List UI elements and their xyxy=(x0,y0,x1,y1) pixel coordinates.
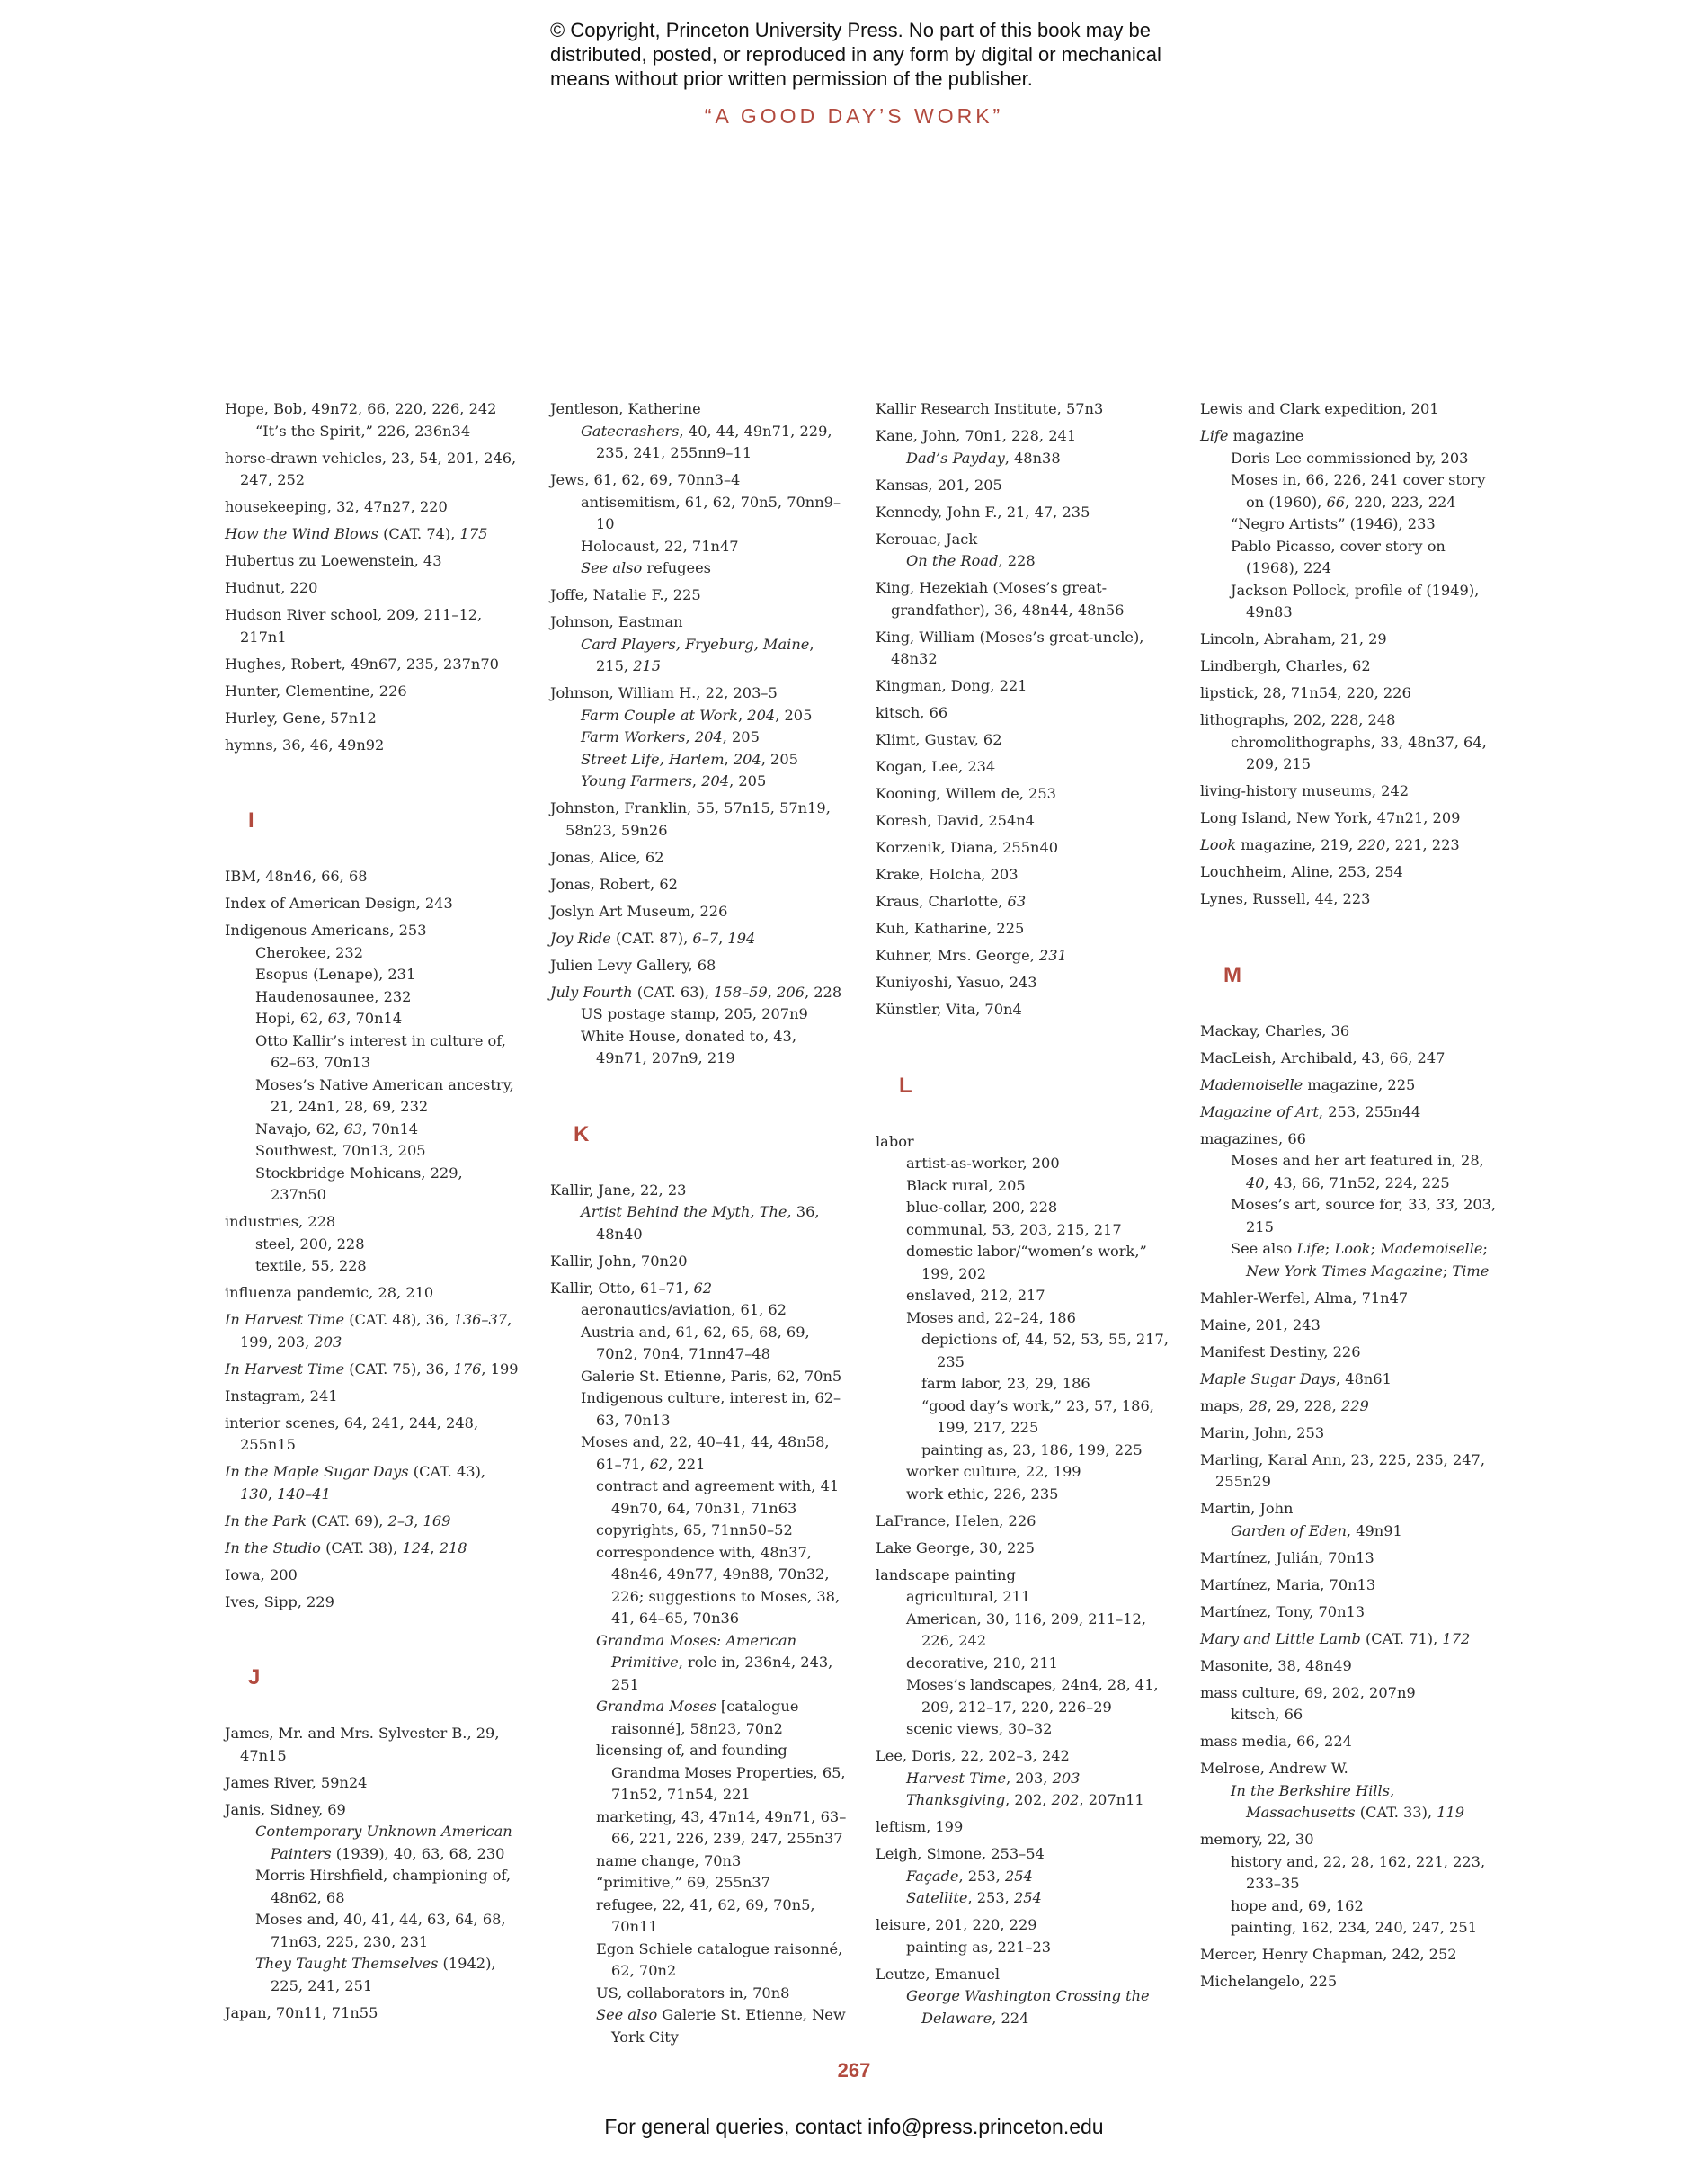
index-entry: Martínez, Maria, 70n13 xyxy=(1200,1575,1376,1593)
index-entry: labor artist-as-worker, 200 Black rural, 205 blue-collar, 200, 228 communal, 53, 203, 215, 217 domestic labor/“women’s work,” 199, 202 enslaved, 212, 217 Moses and, 22–24, 186 depictions of, 44, 52, 53, 55, 217, 235 farm labor, 23, 29, 186 “good day’s work,” 23, 57, 186, 199, 217, 225 painting as, 23, 186, 199, 225 worker culture, 22, 199 work ethic, 226, 235 xyxy=(876,1132,1169,1503)
index-entry: Kingman, Dong, 221 xyxy=(876,677,1027,694)
index-entry: influenza pandemic, 28, 210 xyxy=(225,1284,434,1301)
index-entry: Lewis and Clark expedition, 201 xyxy=(1200,400,1439,417)
index-entry: Kraus, Charlotte, 63 xyxy=(876,893,1027,910)
index-entry: Martin, John Garden of Eden, 49n91 xyxy=(1200,1500,1402,1539)
index-entry: mass media, 66, 224 xyxy=(1200,1733,1352,1750)
running-head: “A GOOD DAY’S WORK” xyxy=(704,104,1004,128)
index-entry: In the Park (CAT. 69), 2–3, 169 xyxy=(225,1511,451,1529)
index-entry: Mercer, Henry Chapman, 242, 252 xyxy=(1200,1946,1457,1963)
index-entry: Kuniyoshi, Yasuo, 243 xyxy=(876,974,1037,991)
index-entry: Index of American Design, 243 xyxy=(225,895,453,912)
index-entry: King, Hezekiah (Moses’s great-grandfather), 36, 48n44, 48n56 xyxy=(876,579,1125,619)
index-entry: Kennedy, John F., 21, 47, 235 xyxy=(876,503,1090,521)
index-entry: IBM, 48n46, 66, 68 xyxy=(225,868,368,885)
section-letter: J xyxy=(248,1665,261,1690)
index-entry: Maple Sugar Days, 48n61 xyxy=(1200,1369,1392,1387)
section-letter: M xyxy=(1223,962,1241,987)
index-entry: Joffe, Natalie F., 225 xyxy=(550,586,701,603)
index-entry: lithographs, 202, 228, 248 chromolithographs, 33, 48n37, 64, 209, 215 xyxy=(1200,711,1487,772)
index-column-4 xyxy=(1200,398,1497,1998)
index-entry: Japan, 70n11, 71n55 xyxy=(225,2003,378,2021)
index-entry: Lake George, 30, 225 xyxy=(876,1538,1035,1556)
index-entry: mass culture, 69, 202, 207n9 kitsch, 66 xyxy=(1200,1683,1416,1723)
index-entry: Hudson River school, 209, 211–12, 217n1 xyxy=(225,606,483,646)
index-entry: James River, 59n24 xyxy=(225,1773,368,1791)
index-entry: Hurley, Gene, 57n12 xyxy=(225,709,377,727)
index-entry: Johnston, Franklin, 55, 57n15, 57n19, 58n23, 59n26 xyxy=(550,799,831,839)
index-entry: horse-drawn vehicles, 23, 54, 201, 246, 247, 252 xyxy=(225,449,517,488)
index-entry: Kogan, Lee, 234 xyxy=(876,758,996,775)
section-letter: L xyxy=(899,1073,912,1098)
index-entry: James, Mr. and Mrs. Sylvester B., 29, 47n15 xyxy=(225,1725,500,1764)
index-entry: In Harvest Time (CAT. 48), 36, 136–37, 199, 203, 203 xyxy=(225,1311,512,1351)
index-entry: lipstick, 28, 71n54, 220, 226 xyxy=(1200,684,1411,701)
index-entry: Kallir, John, 70n20 xyxy=(550,1252,688,1270)
index-entry: Joslyn Art Museum, 226 xyxy=(550,902,728,920)
index-entry: Mary and Little Lamb (CAT. 71), 172 xyxy=(1200,1629,1471,1647)
index-entry: Hughes, Robert, 49n67, 235, 237n70 xyxy=(225,655,499,673)
index-entry: leisure, 201, 220, 229 painting as, 221–23 xyxy=(876,1916,1052,1956)
section-letter: I xyxy=(248,808,254,833)
index-entry: Martínez, Tony, 70n13 xyxy=(1200,1602,1366,1620)
index-entry: Marin, John, 253 xyxy=(1200,1423,1325,1441)
index-entry: Lee, Doris, 22, 202–3, 242 Harvest Time, 203, 203 Thanksgiving, 202, 202, 207n11 xyxy=(876,1747,1144,1808)
index-entry: kitsch, 66 xyxy=(876,704,948,721)
index-entry: Martínez, Julián, 70n13 xyxy=(1200,1548,1374,1566)
index-entry: Melrose, Andrew W. In the Berkshire Hills, Massachusetts (CAT. 33), 119 xyxy=(1200,1760,1465,1821)
index-entry: Joy Ride (CAT. 87), 6–7, 194 xyxy=(550,929,756,947)
index-entry: Marling, Karal Ann, 23, 225, 235, 247, 255n29 xyxy=(1200,1450,1485,1490)
index-entry: Kuh, Katharine, 225 xyxy=(876,920,1025,937)
index-entry: Hubertus zu Loewenstein, 43 xyxy=(225,552,442,569)
index-entry: Instagram, 241 xyxy=(225,1387,338,1404)
index-entry: Hudnut, 220 xyxy=(225,579,318,596)
section-letter: K xyxy=(574,1121,590,1146)
index-entry: Kansas, 201, 205 xyxy=(876,476,1002,494)
copyright-notice: © Copyright, Princeton University Press. No part of this book may be distributed, posted, or reproduced in any form by digital or mechanical means without prior written permission of the publisher. xyxy=(550,19,1161,90)
index-entry: LaFrance, Helen, 226 xyxy=(876,1511,1036,1529)
index-column-1 xyxy=(225,398,521,2029)
index-entry: Lincoln, Abraham, 21, 29 xyxy=(1200,630,1387,647)
index-entry: Leigh, Simone, 253–54 Façade, 253, 254 Satellite, 253, 254 xyxy=(876,1845,1045,1906)
index-entry: Jews, 61, 62, 69, 70nn3–4 antisemitism, 61, 62, 70n5, 70nn9–10 Holocaust, 22, 71n47 See also refugees xyxy=(550,471,841,576)
index-entry: maps, 28, 29, 228, 229 xyxy=(1200,1396,1369,1414)
index-entry: Koresh, David, 254n4 xyxy=(876,812,1035,829)
index-entry: Ives, Sipp, 229 xyxy=(225,1592,334,1610)
index-entry: Kerouac, Jack On the Road, 228 xyxy=(876,530,1036,569)
index-entry: Kallir Research Institute, 57n3 xyxy=(876,400,1104,417)
index-entry: Kuhner, Mrs. George, 231 xyxy=(876,947,1067,964)
index-entry: Jonas, Robert, 62 xyxy=(550,875,678,893)
index-entry: Louchheim, Aline, 253, 254 xyxy=(1200,863,1403,880)
index-entry: Mackay, Charles, 36 xyxy=(1200,1021,1350,1039)
index-entry: King, William (Moses’s great-uncle), 48n32 xyxy=(876,628,1144,667)
index-entry: housekeeping, 32, 47n27, 220 xyxy=(225,498,448,515)
index-entry: Kooning, Willem de, 253 xyxy=(876,785,1056,802)
index-entry: Hope, Bob, 49n72, 66, 220, 226, 242 “It’s the Spirit,” 226, 236n34 xyxy=(225,400,497,440)
index-entry: Magazine of Art, 253, 255n44 xyxy=(1200,1102,1421,1120)
index-entry: Jonas, Alice, 62 xyxy=(550,848,664,866)
page-number: 267 xyxy=(837,2059,871,2082)
index-entry: Johnson, Eastman Card Players, Fryeburg, Maine, 215, 215 xyxy=(550,613,814,674)
index-entry: memory, 22, 30 history and, 22, 28, 162, 221, 223, 233–35 hope and, 69, 162 painting, 162, 234, 240, 247, 251 xyxy=(1200,1831,1486,1936)
index-entry: interior scenes, 64, 241, 244, 248, 255n15 xyxy=(225,1413,479,1453)
index-entry: Life magazine Doris Lee commissioned by, 203 Moses in, 66, 226, 241 cover story on (1960), 66, 220, 223, 224 “Negro Artists” (1946), 233 Pablo Picasso, cover story on (1968), 224 Jackson Pollock, profile of (1949), 49n83 xyxy=(1200,427,1486,620)
index-entry: July Fourth (CAT. 63), 158–59, 206, 228 US postage stamp, 205, 207n9 White House, donated to, 43, 49n71, 207n9, 219 xyxy=(550,983,842,1066)
index-entry: leftism, 199 xyxy=(876,1818,964,1835)
footer-contact: For general queries, contact info@press.princeton.edu xyxy=(604,2115,1104,2138)
index-entry: In Harvest Time (CAT. 75), 36, 176, 199 xyxy=(225,1360,519,1378)
index-entry: Leutze, Emanuel George Washington Crossing the Delaware, 224 xyxy=(876,1965,1150,2027)
index-entry: Hunter, Clementine, 226 xyxy=(225,682,407,700)
index-entry: MacLeish, Archibald, 43, 66, 247 xyxy=(1200,1048,1446,1066)
index-entry: Look magazine, 219, 220, 221, 223 xyxy=(1200,836,1460,853)
index-column-2 xyxy=(550,398,847,2054)
index-entry: Lindbergh, Charles, 62 xyxy=(1200,657,1371,674)
index-entry: Indigenous Americans, 253 Cherokee, 232 Esopus (Lenape), 231 Haudenosaunee, 232 Hopi, 62, 63, 70n14 Otto Kallir’s interest in culture of, 62–63, 70n13 Moses’s Native American ancestry, 21, 24n1, 28, 69, 232 Navajo, 62, 63, 70n14 Southwest, 70n13, 205 Stockbridge Mohicans, 229, 237n50 xyxy=(225,922,514,1203)
index-entry: Kallir, Otto, 61–71, 62 aeronautics/aviation, 61, 62 Austria and, 61, 62, 65, 68, 69, 70n2, 70n4, 71nn47–48 Galerie St. Etienne, Paris, 62, 70n5 Indigenous culture, interest in, 62–63, 70n13 Moses and, 22, 40–41, 44, 48n58, 61–71, 62, 221 contract and agreement with, 41 49n70, 64, 70n31, 71n63 copyrights, 65, 71nn50–52 correspondence with, 48n37, 48n46, 49n77, 49n88, 70n32, 226; suggestions to Moses, 38, 41, 64–65, 70n36 Grandma Moses: American Primitive, role in, 236n4, 243, 251 Grandma Moses [catalogue raisonné], 58n23, 70n2 licensing of, and founding Grandma Moses Properties, 65, 71n52, 71n54, 221 marketing, 43, 47n14, 49n71, 63–66, 221, 226, 239, 247, 255n37 name change, 70n3 “primitive,” 69, 255n37 refugee, 22, 41, 62, 69, 70n5, 70n11 Egon Schiele catalogue raisonné, 62, 70n2 US, collaborators in, 70n8 See also Galerie St. Etienne, New York City xyxy=(550,1279,847,2046)
index-entry: Kallir, Jane, 22, 23 Artist Behind the Myth, The, 36, 48n40 xyxy=(550,1181,820,1243)
index-entry: Kane, John, 70n1, 228, 241 Dad’s Payday, 48n38 xyxy=(876,427,1077,467)
index-entry: Manifest Destiny, 226 xyxy=(1200,1342,1361,1360)
index-entry: magazines, 66 Moses and her art featured in, 28, 40, 43, 66, 71n52, 224, 225 Moses’s art, source for, 33, 33, 203, 215 See also Life; Look; Mademoiselle; New York Times Magazine; Time xyxy=(1200,1129,1497,1280)
index-entry: Klimt, Gustav, 62 xyxy=(876,731,1002,748)
index-entry: Jentleson, Katherine Gatecrashers, 40, 44, 49n71, 229, 235, 241, 255nn9–11 xyxy=(550,400,832,461)
index-entry: In the Maple Sugar Days (CAT. 43), 130, 140–41 xyxy=(225,1463,486,1503)
index-entry: Julien Levy Gallery, 68 xyxy=(550,956,716,974)
index-entry: Korzenik, Diana, 255n40 xyxy=(876,839,1059,856)
index-entry: Long Island, New York, 47n21, 209 xyxy=(1200,809,1461,826)
index-entry: industries, 228 steel, 200, 228 textile, 55, 228 xyxy=(225,1213,367,1274)
index-entry: Maine, 201, 243 xyxy=(1200,1315,1321,1333)
index-column-3 xyxy=(876,398,1172,2035)
index-entry: In the Studio (CAT. 38), 124, 218 xyxy=(225,1538,467,1556)
index-entry: Mahler-Werfel, Alma, 71n47 xyxy=(1200,1289,1409,1306)
index-entry: Michelangelo, 225 xyxy=(1200,1973,1338,1990)
index-entry: Lynes, Russell, 44, 223 xyxy=(1200,890,1371,907)
index-entry: Masonite, 38, 48n49 xyxy=(1200,1656,1352,1674)
index-entry: Johnson, William H., 22, 203–5 Farm Couple at Work, 204, 205 Farm Workers, 204, 205 Street Life, Harlem, 204, 205 Young Farmers, 204, 205 xyxy=(550,684,813,789)
index-entry: landscape painting agricultural, 211 American, 30, 116, 209, 211–12, 226, 242 decorative, 210, 211 Moses’s landscapes, 24n4, 28, 41, 209, 212–17, 220, 226–29 scenic views, 30–32 xyxy=(876,1565,1159,1737)
index-entry: Iowa, 200 xyxy=(225,1565,298,1583)
index-entry: How the Wind Blows (CAT. 74), 175 xyxy=(225,525,488,542)
index-entry: Krake, Holcha, 203 xyxy=(876,866,1019,883)
index-entry: living-history museums, 242 xyxy=(1200,782,1410,799)
index-entry: Mademoiselle magazine, 225 xyxy=(1200,1075,1416,1093)
index-entry: Künstler, Vita, 70n4 xyxy=(876,1001,1022,1018)
index-entry: Janis, Sidney, 69 Contemporary Unknown American Painters (1939), 40, 63, 68, 230 Morris Hirshfield, championing of, 48n62, 68 Moses and, 40, 41, 44, 63, 64, 68, 71n63, 225, 230, 231 They Taught Themselves (1942), 225, 241, 251 xyxy=(225,1800,512,1994)
index-entry: hymns, 36, 46, 49n92 xyxy=(225,736,385,754)
